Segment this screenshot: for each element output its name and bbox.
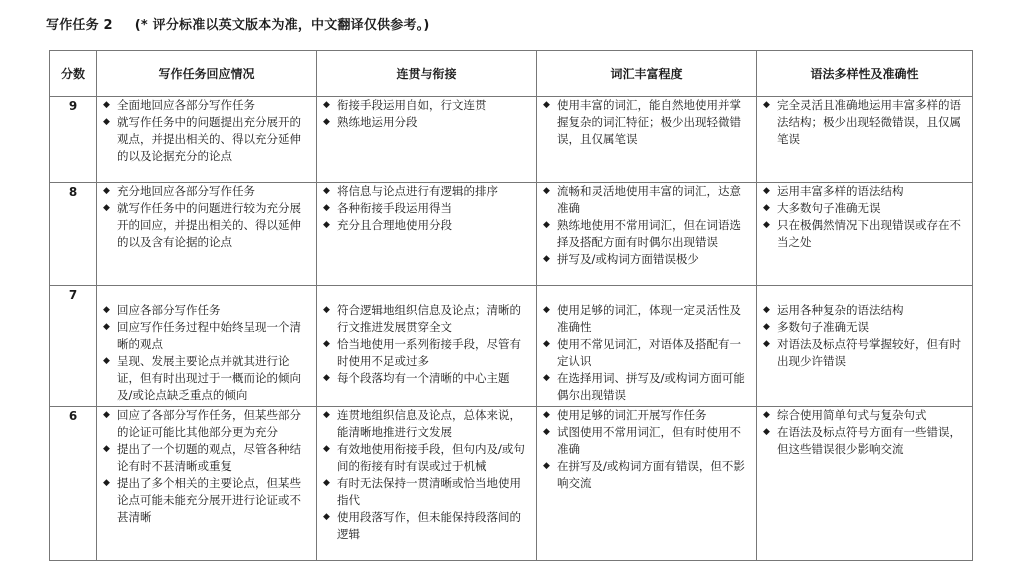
descriptor-item <box>103 407 312 441</box>
diamond-bullet-icon: ◆ <box>323 339 330 349</box>
diamond-bullet-icon: ◆ <box>323 117 330 127</box>
diamond-bullet-icon: ◆ <box>543 100 550 110</box>
descriptor-list <box>763 302 968 370</box>
descriptor-item <box>763 302 968 319</box>
descriptor-text: 流畅和灵活地使用丰富的词汇，达意准确 <box>557 184 741 215</box>
diamond-bullet-icon: ◆ <box>543 254 550 264</box>
diamond-bullet-icon: ◆ <box>103 410 110 420</box>
diamond-bullet-icon: ◆ <box>323 410 330 420</box>
descriptor-item <box>543 251 752 268</box>
descriptor-text: 在选择用词、拼写及/或构词方面可能偶尔出现错误 <box>557 371 745 402</box>
diamond-bullet-icon: ◆ <box>543 410 550 420</box>
header-task-response: 写作任务回应情况 <box>97 51 317 97</box>
descriptor-text: 就写作任务中的问题提出充分展开的观点，并提出相关的、得以充分延伸的以及论据充分的论点 <box>117 115 301 163</box>
descriptor-item <box>543 424 752 458</box>
cell-lexical <box>537 286 757 407</box>
descriptor-item <box>103 441 312 475</box>
header-grammar: 语法多样性及准确性 <box>757 51 973 97</box>
descriptor-text: 将信息与论点进行有逻辑的排序 <box>337 184 498 198</box>
descriptor-text: 有效地使用衔接手段，但句内及/或句间的衔接有时有误或过于机械 <box>337 442 525 473</box>
descriptor-text: 回应各部分写作任务 <box>117 303 221 317</box>
diamond-bullet-icon: ◆ <box>763 220 770 230</box>
descriptor-text: 衔接手段运用自如，行文连贯 <box>337 98 487 112</box>
descriptor-item <box>323 475 532 509</box>
descriptor-list <box>103 97 312 165</box>
descriptor-list <box>763 407 968 458</box>
descriptor-list <box>543 97 752 148</box>
descriptor-item <box>323 370 532 387</box>
diamond-bullet-icon: ◆ <box>323 203 330 213</box>
descriptor-item <box>543 97 752 148</box>
descriptor-item <box>323 509 532 543</box>
diamond-bullet-icon: ◆ <box>103 356 110 366</box>
diamond-bullet-icon: ◆ <box>543 461 550 471</box>
descriptor-list <box>103 183 312 251</box>
descriptor-item <box>543 458 752 492</box>
heading-title: 写作任务 2 <box>46 18 113 33</box>
band-row <box>50 183 973 286</box>
descriptor-item <box>323 441 532 475</box>
descriptor-text: 使用丰富的词汇，能自然地使用并掌握复杂的词汇特征；极少出现轻微错误，且仅属笔误 <box>557 98 741 146</box>
descriptor-item <box>323 336 532 370</box>
diamond-bullet-icon: ◆ <box>323 444 330 454</box>
cell-task-response <box>97 407 317 561</box>
header-lexical: 词汇丰富程度 <box>537 51 757 97</box>
diamond-bullet-icon: ◆ <box>763 410 770 420</box>
cell-coherence <box>317 97 537 183</box>
descriptor-list <box>323 183 532 234</box>
descriptor-text: 符合逻辑地组织信息及论点；清晰的行文推进发展贯穿全文 <box>337 303 521 334</box>
descriptor-text: 回应写作任务过程中始终呈现一个清晰的观点 <box>117 320 301 351</box>
descriptor-item <box>323 97 532 114</box>
table-body <box>50 97 973 561</box>
descriptor-item <box>543 302 752 336</box>
band-score: 9 <box>50 97 97 183</box>
diamond-bullet-icon: ◆ <box>103 322 110 332</box>
diamond-bullet-icon: ◆ <box>543 373 550 383</box>
descriptor-item <box>103 475 312 526</box>
descriptor-text: 大多数句子准确无误 <box>777 201 881 215</box>
descriptor-item <box>543 217 752 251</box>
descriptor-item <box>103 200 312 251</box>
cell-lexical <box>537 183 757 286</box>
cell-task-response <box>97 286 317 407</box>
descriptor-item <box>323 302 532 336</box>
diamond-bullet-icon: ◆ <box>543 339 550 349</box>
descriptor-text: 只在极偶然情况下出现错误或存在不当之处 <box>777 218 961 249</box>
diamond-bullet-icon: ◆ <box>763 427 770 437</box>
descriptor-text: 充分且合理地使用分段 <box>337 218 452 232</box>
descriptor-text: 对语法及标点符号掌握较好，但有时出现少许错误 <box>777 337 961 368</box>
descriptor-text: 提出了一个切题的观点，尽管各种结论有时不甚清晰或重复 <box>117 442 301 473</box>
descriptor-list <box>103 407 312 526</box>
descriptor-list <box>543 407 752 492</box>
descriptor-text: 充分地回应各部分写作任务 <box>117 184 255 198</box>
descriptor-item <box>763 319 968 336</box>
descriptor-list <box>763 183 968 251</box>
descriptor-text: 运用各种复杂的语法结构 <box>777 303 904 317</box>
band-row <box>50 407 973 561</box>
descriptor-text: 呈现、发展主要论点并就其进行论证，但有时出现过于一概而论的倾向及/或论点缺乏重点的倾向 <box>117 354 301 402</box>
descriptor-text: 使用足够的词汇，体现一定灵活性及准确性 <box>557 303 741 334</box>
cell-lexical <box>537 97 757 183</box>
descriptor-text: 恰当地使用一系列衔接手段，尽管有时使用不足或过多 <box>337 337 521 368</box>
diamond-bullet-icon: ◆ <box>323 100 330 110</box>
descriptor-list <box>763 97 968 148</box>
cell-grammar <box>757 286 973 407</box>
descriptor-text: 各种衔接手段运用得当 <box>337 201 452 215</box>
descriptor-item <box>543 370 752 404</box>
descriptor-item <box>103 183 312 200</box>
descriptor-item <box>543 336 752 370</box>
descriptor-text: 回应了各部分写作任务，但某些部分的论证可能比其他部分更为充分 <box>117 408 301 439</box>
diamond-bullet-icon: ◆ <box>543 220 550 230</box>
descriptor-text: 熟练地运用分段 <box>337 115 418 129</box>
heading-note: (* 评分标准以英文版本为准，中文翻译仅供参考。) <box>134 18 430 33</box>
diamond-bullet-icon: ◆ <box>543 427 550 437</box>
header-coherence: 连贯与衔接 <box>317 51 537 97</box>
cell-coherence <box>317 407 537 561</box>
descriptor-item <box>763 217 968 251</box>
header-band: 分数 <box>50 51 97 97</box>
descriptor-item <box>103 97 312 114</box>
cell-task-response <box>97 183 317 286</box>
page-heading <box>46 14 430 33</box>
descriptor-item <box>763 200 968 217</box>
diamond-bullet-icon: ◆ <box>763 322 770 332</box>
band-score: 6 <box>50 407 97 561</box>
diamond-bullet-icon: ◆ <box>323 186 330 196</box>
diamond-bullet-icon: ◆ <box>543 305 550 315</box>
descriptor-list <box>543 302 752 404</box>
cell-lexical <box>537 407 757 561</box>
descriptor-item <box>763 183 968 200</box>
descriptor-text: 使用不常见词汇，对语体及搭配有一定认识 <box>557 337 741 368</box>
descriptor-item <box>103 353 312 404</box>
diamond-bullet-icon: ◆ <box>323 373 330 383</box>
descriptor-item <box>323 200 532 217</box>
descriptor-list <box>323 97 532 131</box>
cell-coherence <box>317 286 537 407</box>
descriptor-text: 使用足够的词汇开展写作任务 <box>557 408 707 422</box>
descriptor-item <box>323 407 532 441</box>
descriptor-text: 综合使用简单句式与复杂句式 <box>777 408 927 422</box>
cell-coherence <box>317 183 537 286</box>
diamond-bullet-icon: ◆ <box>323 478 330 488</box>
diamond-bullet-icon: ◆ <box>763 305 770 315</box>
diamond-bullet-icon: ◆ <box>103 203 110 213</box>
descriptor-item <box>763 336 968 370</box>
descriptor-item <box>103 302 312 319</box>
band-descriptor-table <box>49 50 973 561</box>
descriptor-text: 多数句子准确无误 <box>777 320 869 334</box>
descriptor-list <box>103 302 312 404</box>
band-score: 8 <box>50 183 97 286</box>
diamond-bullet-icon: ◆ <box>103 186 110 196</box>
cell-grammar <box>757 183 973 286</box>
diamond-bullet-icon: ◆ <box>323 305 330 315</box>
descriptor-item <box>763 97 968 148</box>
descriptor-text: 有时无法保持一贯清晰或恰当地使用指代 <box>337 476 521 507</box>
diamond-bullet-icon: ◆ <box>763 186 770 196</box>
diamond-bullet-icon: ◆ <box>543 186 550 196</box>
descriptor-item <box>763 424 968 458</box>
header-row <box>50 51 973 97</box>
diamond-bullet-icon: ◆ <box>763 339 770 349</box>
descriptor-text: 提出了多个相关的主要论点，但某些论点可能未能充分展开进行论证或不甚清晰 <box>117 476 301 524</box>
descriptor-text: 就写作任务中的问题进行较为充分展开的回应，并提出相关的、得以延伸的以及含有论据的论点 <box>117 201 301 249</box>
descriptor-text: 全面地回应各部分写作任务 <box>117 98 255 112</box>
descriptor-item <box>323 217 532 234</box>
diamond-bullet-icon: ◆ <box>763 203 770 213</box>
diamond-bullet-icon: ◆ <box>763 100 770 110</box>
descriptor-text: 在拼写及/或构词方面有错误，但不影响交流 <box>557 459 745 490</box>
cell-task-response <box>97 97 317 183</box>
cell-grammar <box>757 407 973 561</box>
descriptor-text: 熟练地使用不常用词汇，但在词语选择及搭配方面有时偶尔出现错误 <box>557 218 741 249</box>
descriptor-text: 试图使用不常用词汇，但有时使用不准确 <box>557 425 741 456</box>
descriptor-text: 拼写及/或构词方面错误极少 <box>557 252 699 266</box>
descriptor-text: 每个段落均有一个清晰的中心主题 <box>337 371 510 385</box>
descriptor-item <box>543 183 752 217</box>
diamond-bullet-icon: ◆ <box>323 512 330 522</box>
descriptor-item <box>323 183 532 200</box>
descriptor-list <box>543 183 752 268</box>
descriptor-text: 完全灵活且准确地运用丰富多样的语法结构；极少出现轻微错误，且仅属笔误 <box>777 98 961 146</box>
descriptor-text: 使用段落写作，但未能保持段落间的逻辑 <box>337 510 521 541</box>
diamond-bullet-icon: ◆ <box>103 100 110 110</box>
descriptor-text: 运用丰富多样的语法结构 <box>777 184 904 198</box>
band-row <box>50 97 973 183</box>
band-score: 7 <box>50 286 97 407</box>
band-row <box>50 286 973 407</box>
diamond-bullet-icon: ◆ <box>103 305 110 315</box>
descriptor-item <box>323 114 532 131</box>
descriptor-item <box>103 114 312 165</box>
descriptor-list <box>323 302 532 387</box>
descriptor-item <box>763 407 968 424</box>
descriptor-list <box>323 407 532 543</box>
descriptor-text: 连贯地组织信息及论点，总体来说，能清晰地推进行文发展 <box>337 408 521 439</box>
descriptor-item <box>103 319 312 353</box>
diamond-bullet-icon: ◆ <box>323 220 330 230</box>
descriptor-item <box>543 407 752 424</box>
diamond-bullet-icon: ◆ <box>103 444 110 454</box>
diamond-bullet-icon: ◆ <box>103 478 110 488</box>
diamond-bullet-icon: ◆ <box>103 117 110 127</box>
cell-grammar <box>757 97 973 183</box>
descriptor-text: 在语法及标点符号方面有一些错误，但这些错误很少影响交流 <box>777 425 961 456</box>
